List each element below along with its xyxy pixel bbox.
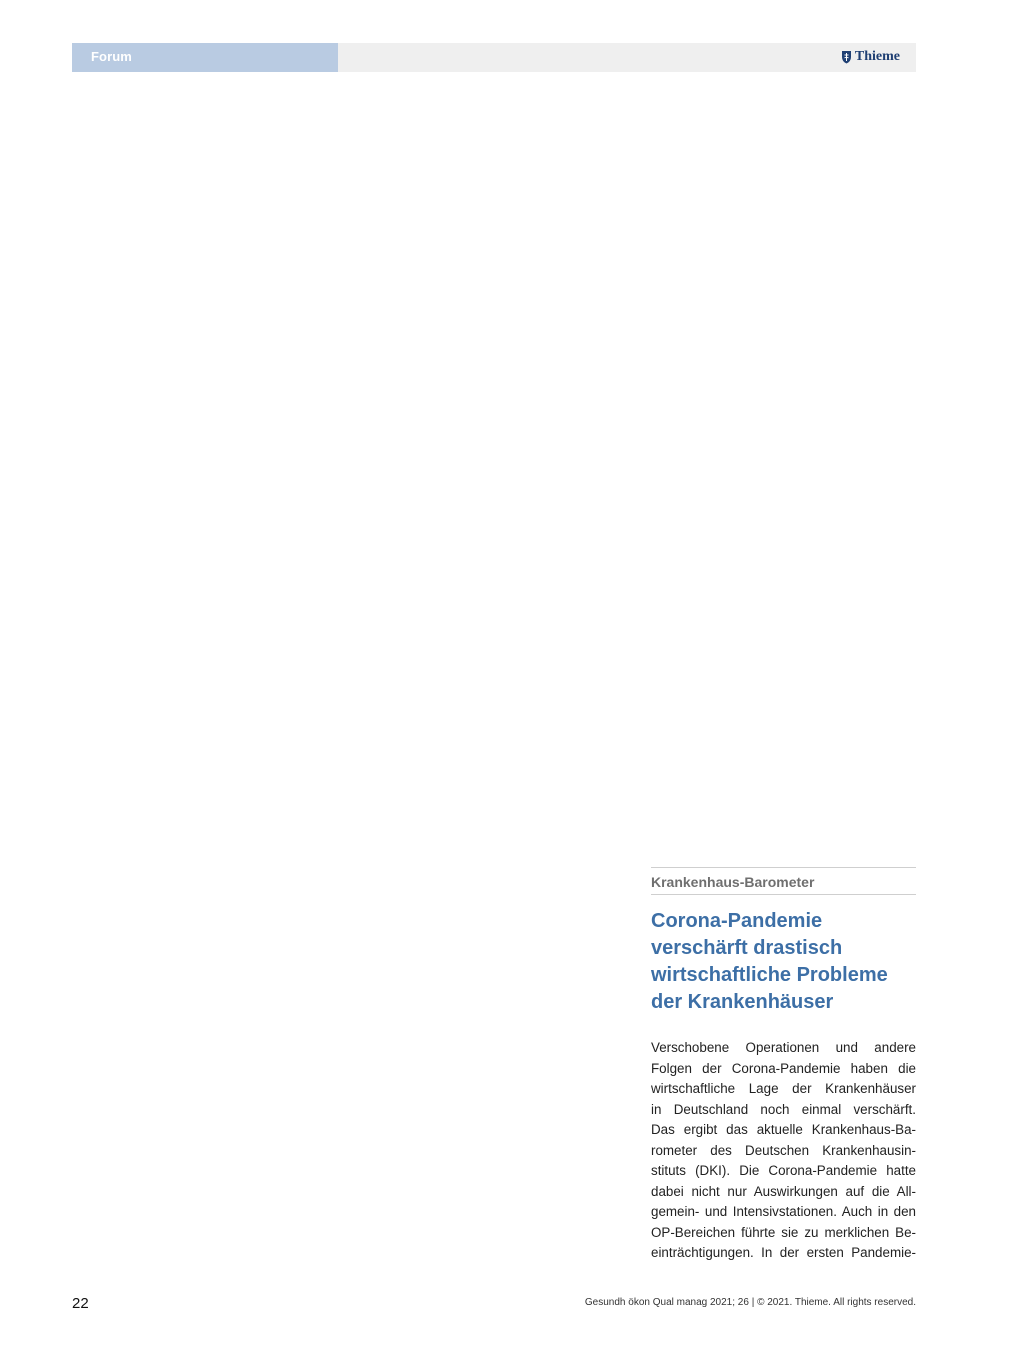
body-line: stituts (DKI). Die Corona-Pandemie hatte [651,1163,916,1178]
publisher-name: Thieme [854,49,900,64]
body-line: wirtschaftliche Lage der Krankenhäuser [651,1081,916,1096]
body-line: dabei nicht nur Auswirkungen auf die All- [651,1183,916,1199]
article-headline [651,908,916,1016]
article-body [651,1038,916,1264]
category-bottom-rule [651,894,916,895]
headline-line: Corona-Pandemie [651,910,823,932]
body-line: OP-Bereichen führte sie zu merklichen Be- [651,1224,916,1240]
body-line: gemein- und Intensivstationen. Auch in den [651,1204,916,1219]
section-label: Forum [91,49,132,64]
headline-line: wirtschaftliche Probleme [651,964,888,986]
page-number: 22 [72,1295,89,1312]
body-line: einträchtigungen. In der ersten Pandemie- [651,1245,916,1260]
article-category: Krankenhaus-Barometer [651,874,815,890]
journal-citation: Gesundh ökon Qual manag 2021; 26 | © 2021. Thieme. All rights reserved. [584,1297,916,1308]
headline-line: verschärft drastisch [651,937,843,959]
headline-line: der Krankenhäuser [651,991,834,1013]
running-header [72,43,916,72]
body-line: Folgen der Corona-Pandemie haben die [651,1060,916,1076]
article-teaser [651,867,916,1264]
publisher-logo [841,49,900,65]
thieme-shield-icon [841,50,852,64]
body-line: in Deutschland noch einmal verschärft. [651,1101,916,1117]
category-top-rule [651,867,916,868]
body-line: rometer des Deutschen Krankenhausin- [651,1142,916,1158]
body-line: Verschobene Operationen und andere [651,1040,916,1055]
body-line: Das ergibt das aktuelle Krankenhaus-Ba- [651,1122,916,1137]
section-tab [72,43,338,72]
